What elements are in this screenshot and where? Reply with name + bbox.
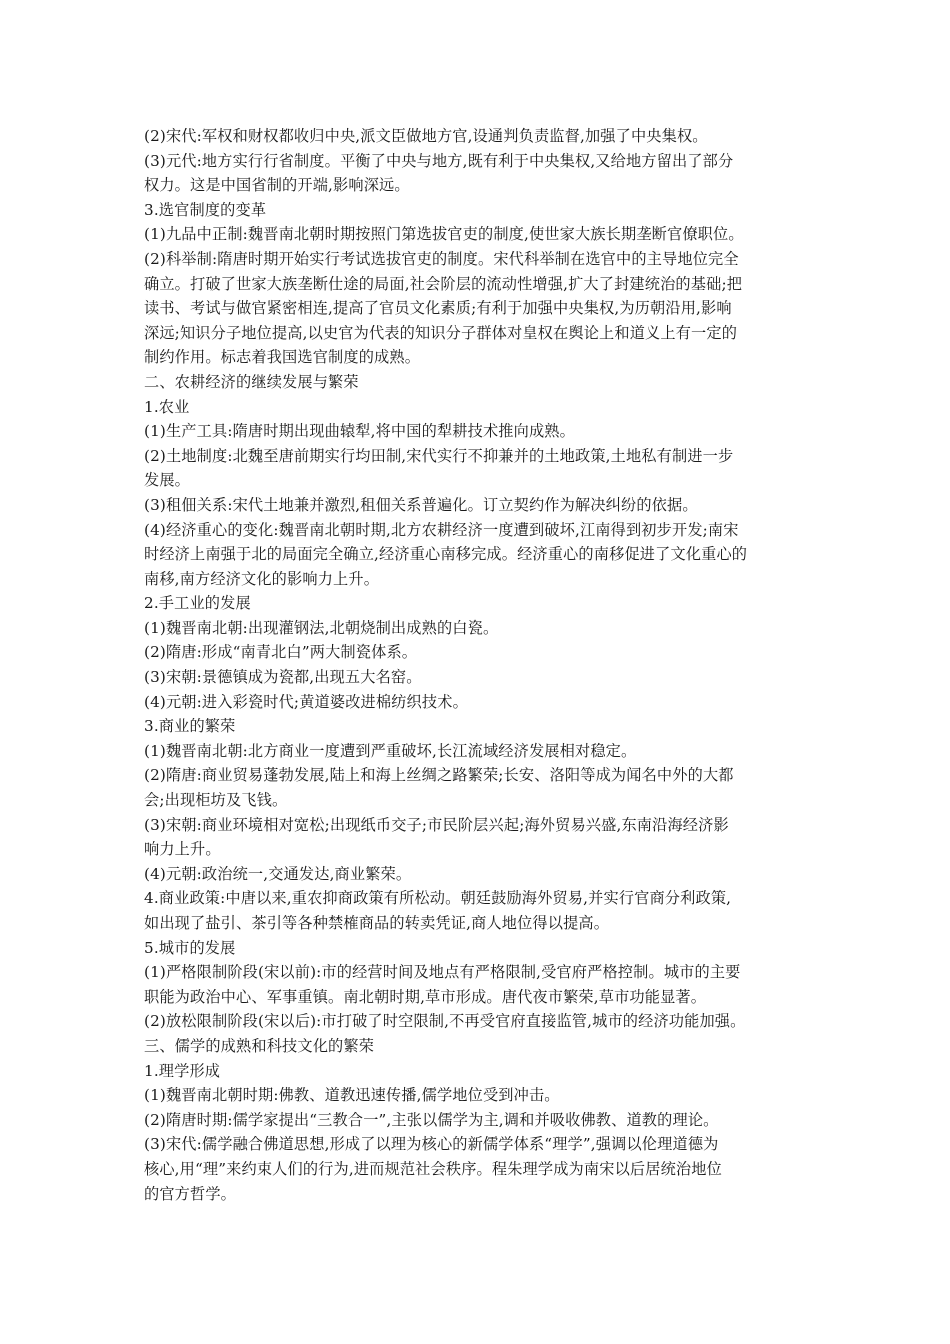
text-line: 时经济上南强于北的局面完全确立,经济重心南移完成。经济重心的南移促进了文化重心的 xyxy=(144,545,748,564)
text-line: 的官方哲学。 xyxy=(144,1184,237,1203)
text-line: 读书、考试与做官紧密相连,提高了官员文化素质;有利于加强中央集权,为历朝沿用,影响 xyxy=(144,299,732,318)
section-heading: 3.选官制度的变革 xyxy=(144,200,267,219)
text-line: (3)元代:地方实行行省制度。平衡了中央与地方,既有利于中央集权,又给地方留出了部分 xyxy=(144,151,734,170)
text-line: 响力上升。 xyxy=(144,840,221,859)
text-line: (1)九品中正制:魏晋南北朝时期按照门第选拔官吏的制度,使世家大族长期垄断官僚职位。 xyxy=(144,225,744,244)
text-line: (2)科举制:隋唐时期开始实行考试选拔官吏的制度。宋代科举制在选官中的主导地位完全 xyxy=(144,249,739,268)
text-line: (1)魏晋南北朝:北方商业一度遭到严重破坏,长江流域经济发展相对稳定。 xyxy=(144,741,637,760)
text-line: (3)宋代:儒学融合佛道思想,形成了以理为核心的新儒学体系“理学”,强调以伦理道德为 xyxy=(144,1135,719,1154)
text-line: (3)宋朝:景德镇成为瓷都,出现五大名窑。 xyxy=(144,668,422,687)
text-line: 会;出现柜坊及飞钱。 xyxy=(144,791,288,810)
text-line: 确立。打破了世家大族垄断仕途的局面,社会阶层的流动性增强,扩大了封建统治的基础;把 xyxy=(144,274,743,293)
section-heading: 1.理学形成 xyxy=(144,1061,221,1080)
text-line: (2)隋唐:形成“南青北白”两大制瓷体系。 xyxy=(144,643,418,662)
text-line: 职能为政治中心、军事重镇。南北朝时期,草市形成。唐代夜市繁荣,草市功能显著。 xyxy=(144,987,707,1006)
text-line: 4.商业政策:中唐以来,重农抑商政策有所松动。朝廷鼓励海外贸易,并实行官商分利政策, xyxy=(144,889,732,908)
text-line: 深远;知识分子地位提高,以史官为代表的知识分子群体对皇权在舆论上和道义上有一定的 xyxy=(144,323,738,342)
text-line: 核心,用“理”来约束人们的行为,进而规范社会秩序。程朱理学成为南宋以后居统治地位 xyxy=(144,1159,722,1178)
text-line: 制约作用。标志着我国选官制度的成熟。 xyxy=(144,348,421,367)
text-line: 发展。 xyxy=(144,471,191,490)
section-heading: 1.农业 xyxy=(144,397,190,416)
text-line: (1)魏晋南北朝时期:佛教、道教迅速传播,儒学地位受到冲击。 xyxy=(144,1086,560,1105)
text-line: (1)生产工具:隋唐时期出现曲辕犁,将中国的犁耕技术推向成熟。 xyxy=(144,422,575,441)
text-line: (4)元朝:进入彩瓷时代;黄道婆改进棉纺织技术。 xyxy=(144,692,468,711)
text-line: (3)宋朝:商业环境相对宽松;出现纸币交子;市民阶层兴起;海外贸易兴盛,东南沿海经济影 xyxy=(144,815,729,834)
chapter-heading: 二、农耕经济的继续发展与繁荣 xyxy=(144,372,359,391)
text-line: (2)土地制度:北魏至唐前期实行均田制,宋代实行不抑兼并的土地政策,土地私有制进一步 xyxy=(144,446,734,465)
text-line: 如出现了盐引、茶引等各种禁榷商品的转卖凭证,商人地位得以提高。 xyxy=(144,914,610,932)
text-line: (3)租佃关系:宋代土地兼并激烈,租佃关系普遍化。订立契约作为解决纠纷的依据。 xyxy=(144,495,698,514)
text-line: 南移,南方经济文化的影响力上升。 xyxy=(144,569,380,588)
text-line: (2)宋代:军权和财权都收归中央,派文臣做地方官,设通判负责监督,加强了中央集权。 xyxy=(144,127,708,145)
text-line: (1)魏晋南北朝:出现灌钢法,北朝烧制出成熟的白瓷。 xyxy=(144,618,499,637)
text-line: (4)经济重心的变化:魏晋南北朝时期,北方农耕经济一度遭到破坏,江南得到初步开发;南宋 xyxy=(144,520,739,539)
text-line: 权力。这是中国省制的开端,影响深远。 xyxy=(144,176,410,195)
chapter-heading: 三、儒学的成熟和科技文化的繁荣 xyxy=(144,1036,375,1055)
text-line: (2)隋唐时期:儒学家提出“三教合一”,主张以儒学为主,调和并吸收佛教、道教的理论。 xyxy=(144,1110,719,1129)
section-heading: 5.城市的发展 xyxy=(144,938,236,957)
section-heading: 2.手工业的发展 xyxy=(144,594,251,613)
text-line: (2)放松限制阶段(宋以后):市打破了时空限制,不再受官府直接监管,城市的经济功能加强。 xyxy=(144,1012,746,1031)
text-line: (4)元朝:政治统一,交通发达,商业繁荣。 xyxy=(144,864,412,883)
section-heading: 3.商业的繁荣 xyxy=(144,717,236,736)
text-line: (2)隋唐:商业贸易蓬勃发展,陆上和海上丝绸之路繁荣;长安、洛阳等成为闻名中外的大都 xyxy=(144,766,734,785)
document-body xyxy=(144,124,812,1206)
text-line: (1)严格限制阶段(宋以前):市的经营时间及地点有严格限制,受官府严格控制。城市的主要 xyxy=(144,963,741,982)
